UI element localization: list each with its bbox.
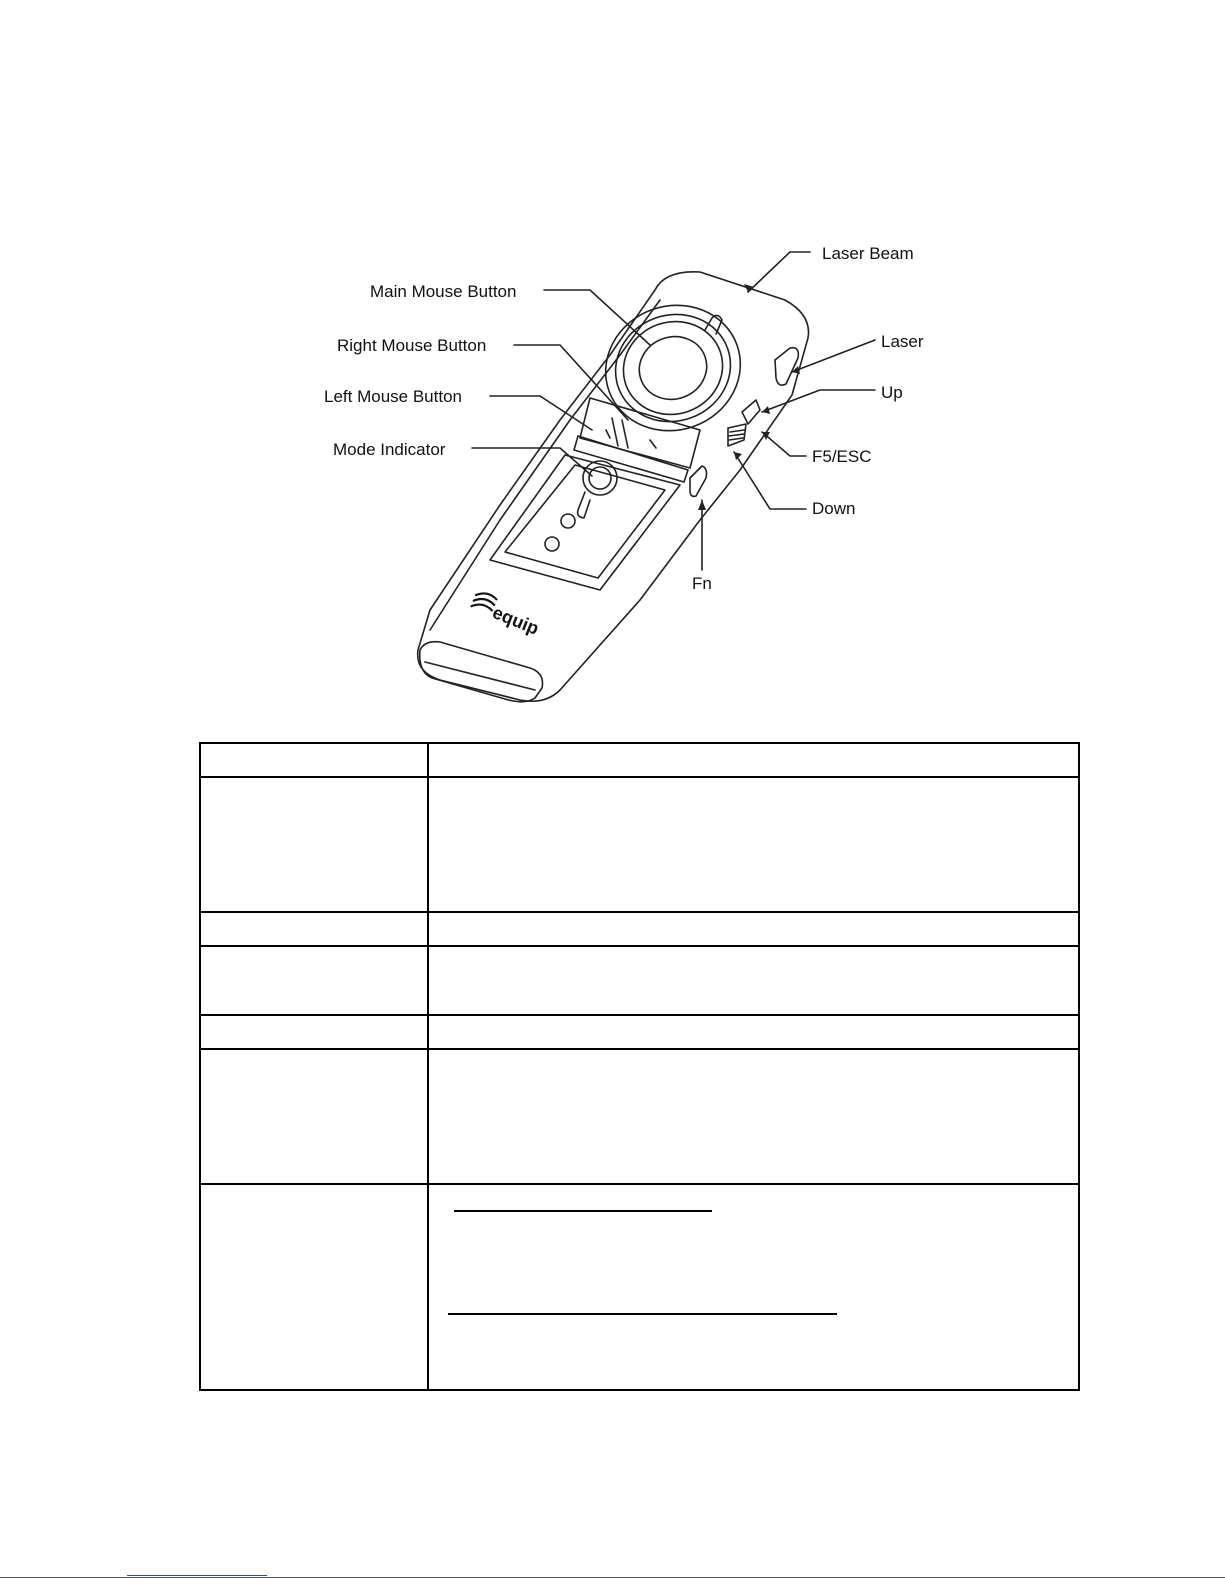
underline-rule [448,1313,837,1315]
presenter-diagram [0,0,1225,720]
leader-right-mouse-button [514,345,628,420]
leader-laser [792,340,875,372]
table-row [200,912,1079,946]
table-cell [200,1015,428,1049]
underline-rule [454,1210,712,1212]
label-mode-indicator: Mode Indicator [333,440,446,459]
leader-f5-esc [762,432,806,456]
table-cell [428,1015,1079,1049]
table-row [200,946,1079,1015]
label-down: Down [812,499,856,518]
table-row [200,1184,1079,1390]
equip-logo-text: equip [489,602,542,639]
bottom-cap [420,642,543,702]
table-cell [428,912,1079,946]
footer-link-underline [127,1575,267,1576]
mode-indicator-shape [583,461,617,495]
table-cell [200,946,428,1015]
table-cell [200,1049,428,1184]
table-cell [200,1184,428,1390]
table-cell [200,777,428,912]
label-laser: Laser [881,332,924,351]
table-cell [200,743,428,777]
leader-laser-beam [748,252,810,292]
table-row [200,1015,1079,1049]
label-f5-esc: F5/ESC [812,447,872,466]
leader-left-mouse-button [490,396,592,430]
table-row [200,743,1079,777]
label-main-mouse-button: Main Mouse Button [370,282,517,301]
leader-mode-indicator [472,448,592,476]
table-cell [428,743,1079,777]
up-button-shape [742,400,760,424]
table-cell [200,912,428,946]
label-right-mouse-button: Right Mouse Button [337,336,487,355]
leader-down [734,452,806,509]
spec-table [199,742,1080,1391]
footer-rule [0,1577,1225,1578]
label-left-mouse-button: Left Mouse Button [324,387,462,406]
fn-button-shape [690,466,707,496]
table-row [200,1049,1079,1184]
table-cell [428,1049,1079,1184]
leader-up [762,390,875,412]
label-fn: Fn [692,574,712,593]
label-laser-beam: Laser Beam [822,244,914,263]
equip-logo [468,590,543,639]
table-cell-with-underlines [428,1184,1079,1390]
label-up: Up [881,383,903,402]
laser-button-shape [775,348,798,385]
table-cell [428,777,1079,912]
table-cell [428,946,1079,1015]
table-row [200,777,1079,912]
